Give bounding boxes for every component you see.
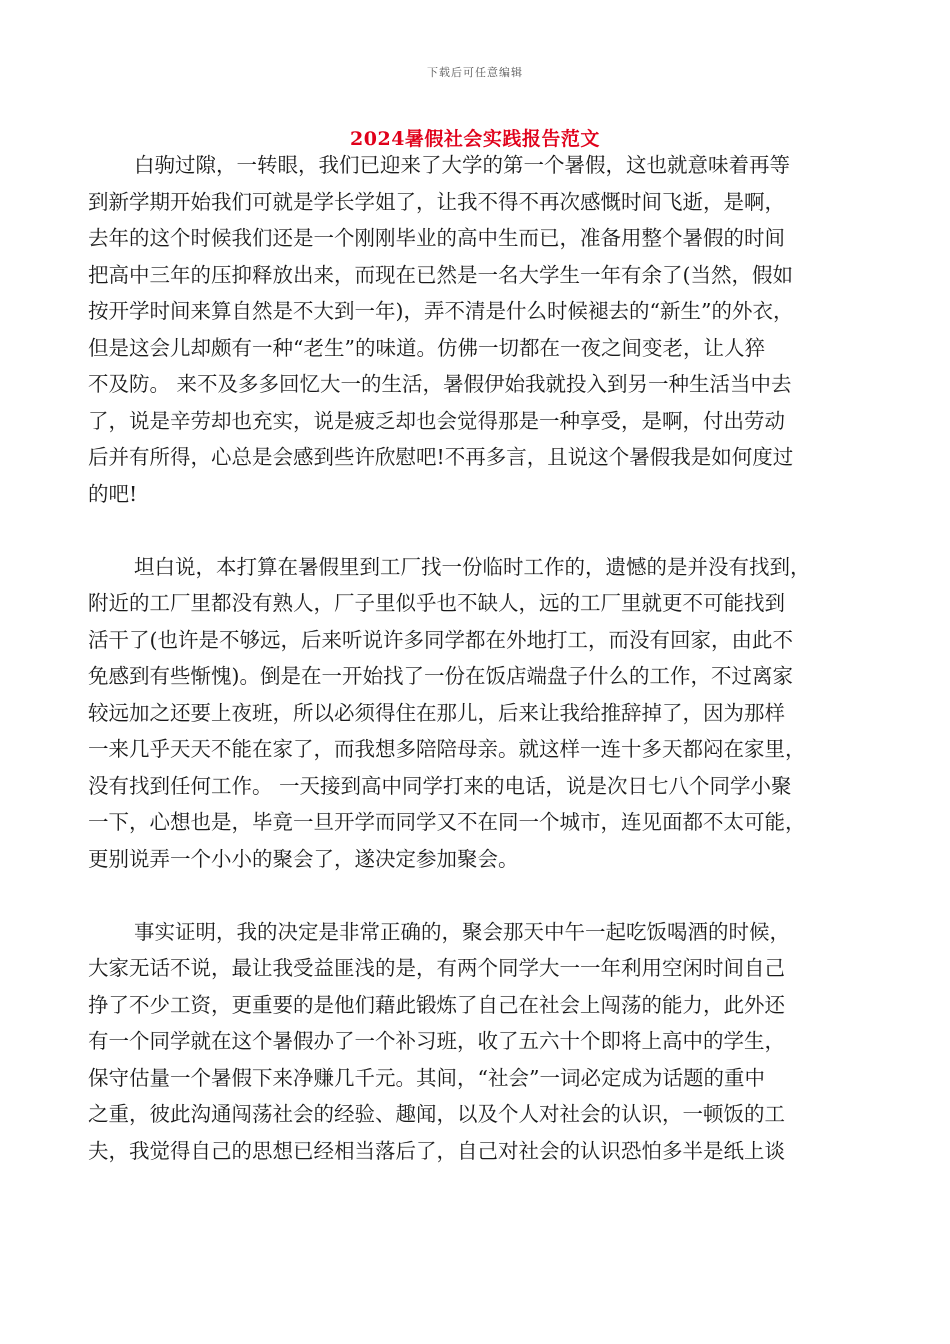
text-line: 保守估量一个暑假下来净赚几千元。其间，“社会”一词必定成为话题的重中	[88, 1065, 765, 1090]
text-line: 到新学期开始我们可就是学长学姐了，让我不得不再次感慨时间飞逝，是啊，	[88, 189, 785, 214]
text-line: 一来几乎天天不能在家了，而我想多陪陪母亲。就这样一连十多天都闷在家里，	[88, 737, 806, 761]
text-line: 但是这会儿却颇有一种“老生”的味道。仿佛一切都在一夜之间变老，让人猝	[88, 335, 765, 360]
text-line: 不及防。 来不及多多回忆大一的生活，暑假伊始我就投入到另一种生活当中去	[88, 372, 792, 396]
paragraph-2	[88, 549, 870, 878]
text-line: 活干了(也许是不够远，后来听说许多同学都在外地打工，而没有回家，由此不	[88, 627, 793, 652]
paragraph-1	[88, 147, 870, 512]
text-line: 附近的工厂里都没有熟人，厂子里似乎也不缺人，远的工厂里就更不可能找到	[88, 591, 785, 615]
text-line: 的吧!	[88, 481, 138, 506]
paragraph-3	[88, 914, 870, 1170]
text-line: 之重，彼此沟通闯荡社会的经验、趣闻，以及个人对社会的认识，一顿饭的工	[88, 1102, 785, 1126]
text-line: 坦白说，本打算在暑假里到工厂找一份临时工作的，遗憾的是并没有找到，	[134, 554, 811, 579]
text-line: 有一个同学就在这个暑假办了一个补习班，收了五六十个即将上高中的学生，	[88, 1029, 785, 1053]
text-line: 一下，心想也是，毕竟一旦开学而同学又不在同一个城市，连见面都不太可能，	[88, 810, 806, 834]
text-line: 去年的这个时候我们还是一个刚刚毕业的高中生而已，准备用整个暑假的时间	[88, 226, 785, 250]
text-line: 挣了不少工资，更重要的是他们藉此锻炼了自己在社会上闯荡的能力，此外还	[88, 992, 785, 1017]
text-line: 更别说弄一个小小的聚会了，遂决定参加聚会。	[88, 846, 519, 871]
text-line: 了，说是辛劳却也充实，说是疲乏却也会觉得那是一种享受，是啊，付出劳动	[88, 408, 785, 433]
paragraph-gap	[88, 512, 870, 549]
text-line: 后并有所得，心总是会感到些许欣慰吧!不再多言，且说这个暑假我是如何度过	[88, 445, 794, 469]
document-title: 2024暑假社会实践报告范文	[350, 128, 600, 150]
text-line: 大家无话不说，最让我受益匪浅的是，有两个同学大一一年利用空闲时间自己	[88, 956, 785, 980]
header-note: 下载后可任意编辑	[427, 66, 523, 79]
text-line: 没有找到任何工作。 一天接到高中同学打来的电话，说是次日七八个同学小聚	[88, 773, 792, 798]
text-line: 较远加之还要上夜班，所以必须得住在那儿，后来让我给推辞掉了，因为那样	[88, 700, 785, 725]
text-line: 事实证明，我的决定是非常正确的，聚会那天中午一起吃饭喝酒的时候，	[134, 919, 790, 944]
paragraph-gap	[88, 877, 870, 914]
document-body	[88, 147, 870, 1169]
text-line: 白驹过隙，一转眼，我们已迎来了大学的第一个暑假，这也就意味着再等	[134, 153, 790, 177]
text-line: 免感到有些惭愧)。倒是在一开始找了一份在饭店端盘子什么的工作，不过离家	[88, 664, 793, 688]
text-line: 夫，我觉得自己的思想已经相当落后了，自己对社会的认识恐怕多半是纸上谈	[88, 1138, 785, 1163]
text-line: 把高中三年的压抑释放出来，而现在已然是一名大学生一年有余了(当然，假如	[88, 262, 793, 287]
text-line: 按开学时间来算自然是不大到一年)，弄不清是什么时候褪去的“新生”的外衣，	[88, 299, 794, 323]
